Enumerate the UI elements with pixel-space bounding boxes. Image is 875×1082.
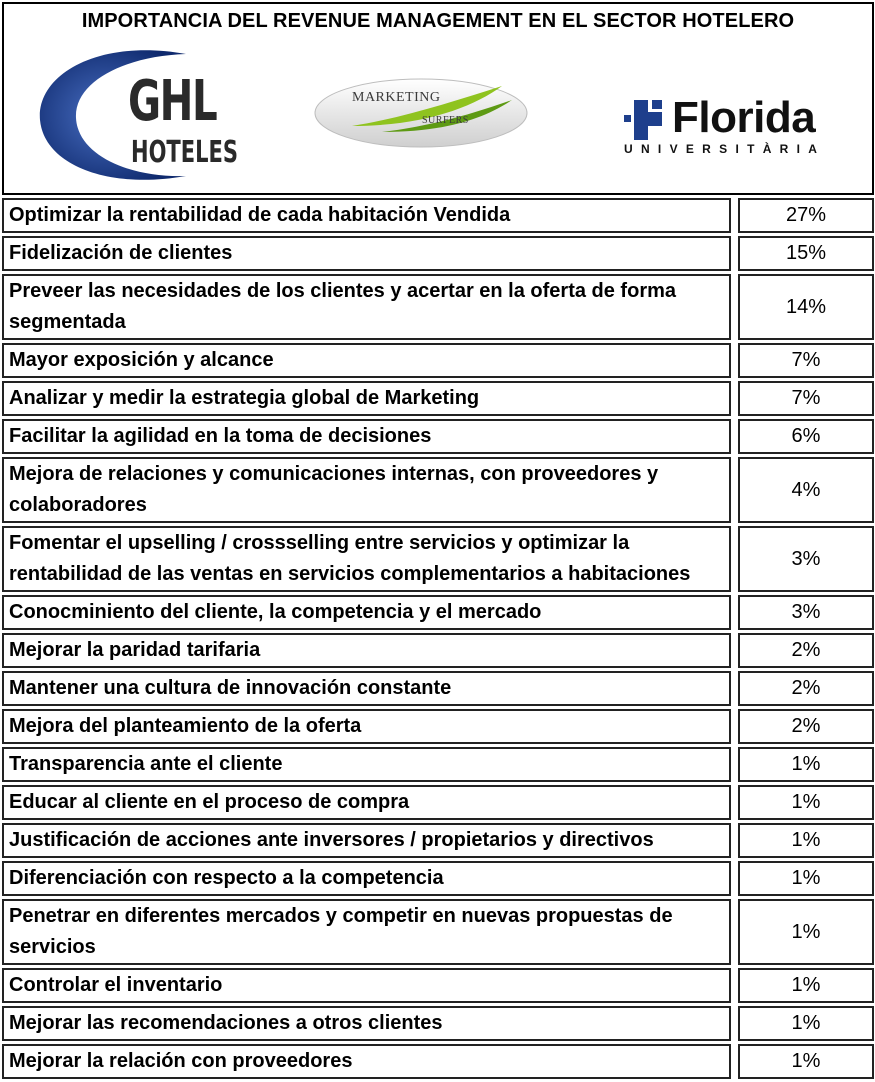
table-row (2, 419, 874, 454)
marketing-surfers-logo (312, 74, 530, 152)
table-row (2, 823, 874, 858)
row-percentage: 1% (738, 1044, 874, 1079)
row-percentage: 27% (738, 198, 874, 233)
row-gap (731, 823, 738, 858)
row-label: Mayor exposición y alcance (2, 343, 731, 378)
row-label: Mejorar las recomendaciones a otros clientes (2, 1006, 731, 1041)
table-row (2, 343, 874, 378)
row-percentage: 14% (738, 274, 874, 340)
row-label: Educar al cliente en el proceso de compra (2, 785, 731, 820)
table-row (2, 595, 874, 630)
table-row (2, 457, 874, 523)
ghl-logo-subtext: HOTELES (131, 135, 238, 170)
row-label: Optimizar la rentabilidad de cada habitación Vendida (2, 198, 731, 233)
row-label: Diferenciación con respecto a la competencia (2, 861, 731, 896)
row-percentage: 6% (738, 419, 874, 454)
row-percentage: 4% (738, 457, 874, 523)
row-label: Facilitar la agilidad en la toma de decisiones (2, 419, 731, 454)
row-gap (731, 198, 738, 233)
florida-logo-text: Florida (672, 93, 816, 142)
row-percentage: 1% (738, 785, 874, 820)
importance-table (2, 195, 874, 1082)
page-title: IMPORTANCIA DEL REVENUE MANAGEMENT EN EL SECTOR HOTELERO (81, 10, 795, 32)
table-row (2, 968, 874, 1003)
table-row (2, 1044, 874, 1079)
row-gap (731, 343, 738, 378)
row-label: Analizar y medir la estrategia global de Marketing (2, 381, 731, 416)
row-gap (731, 526, 738, 592)
table-row (2, 381, 874, 416)
row-label: Mejora del planteamiento de la oferta (2, 709, 731, 744)
row-percentage: 7% (738, 381, 874, 416)
table-row (2, 198, 874, 233)
row-gap (731, 381, 738, 416)
row-label: Mejorar la paridad tarifaria (2, 633, 731, 668)
row-percentage: 1% (738, 747, 874, 782)
row-label: Mejorar la relación con proveedores (2, 1044, 731, 1079)
table-row (2, 236, 874, 271)
row-label: Conocminiento del cliente, la competencia y el mercado (2, 595, 731, 630)
row-percentage: 1% (738, 968, 874, 1003)
row-label: Mejora de relaciones y comunicaciones internas, con proveedores y colaboradores (2, 457, 731, 523)
row-percentage: 15% (738, 236, 874, 271)
row-label: Transparencia ante el cliente (2, 747, 731, 782)
florida-universitaria-logo (622, 94, 862, 164)
row-gap (731, 633, 738, 668)
table-row (2, 1006, 874, 1041)
row-percentage: 1% (738, 823, 874, 858)
row-label: Preveer las necesidades de los clientes y acertar en la oferta de forma segmentada (2, 274, 731, 340)
row-gap (731, 747, 738, 782)
row-percentage: 2% (738, 633, 874, 668)
table-row (2, 747, 874, 782)
row-gap (731, 671, 738, 706)
row-label: Fomentar el upselling / crossselling entre servicios y optimizar la rentabilidad de las ventas en servicios complementarios a habitaciones (2, 526, 731, 592)
table-row (2, 899, 874, 965)
header-panel (2, 2, 874, 195)
row-gap (731, 899, 738, 965)
row-label: Penetrar en diferentes mercados y competir en nuevas propuestas de servicios (2, 899, 731, 965)
table-row (2, 785, 874, 820)
row-gap (731, 274, 738, 340)
row-gap (731, 1044, 738, 1079)
row-label: Mantener una cultura de innovación constante (2, 671, 731, 706)
marketing-logo-text: MARKETING (352, 90, 441, 105)
row-percentage: 3% (738, 526, 874, 592)
row-label: Controlar el inventario (2, 968, 731, 1003)
row-gap (731, 236, 738, 271)
ghl-hoteles-logo (36, 46, 246, 186)
row-gap (731, 861, 738, 896)
table-row (2, 274, 874, 340)
row-percentage: 7% (738, 343, 874, 378)
table-row (2, 526, 874, 592)
row-gap (731, 968, 738, 1003)
row-percentage: 2% (738, 671, 874, 706)
row-label: Justificación de acciones ante inversores / propietarios y directivos (2, 823, 731, 858)
row-gap (731, 1006, 738, 1041)
row-percentage: 1% (738, 899, 874, 965)
row-gap (731, 595, 738, 630)
ghl-logo-text: GHL (128, 69, 217, 134)
row-label: Fidelización de clientes (2, 236, 731, 271)
row-gap (731, 709, 738, 744)
row-gap (731, 785, 738, 820)
table-row (2, 671, 874, 706)
row-percentage: 2% (738, 709, 874, 744)
row-percentage: 1% (738, 861, 874, 896)
row-gap (731, 457, 738, 523)
florida-logo-subtext: UNIVERSITÀRIA (624, 142, 826, 156)
row-gap (731, 419, 738, 454)
table-row (2, 861, 874, 896)
surfers-logo-text: SURFERS (422, 115, 469, 126)
table-row (2, 709, 874, 744)
row-percentage: 1% (738, 1006, 874, 1041)
table-row (2, 633, 874, 668)
row-percentage: 3% (738, 595, 874, 630)
